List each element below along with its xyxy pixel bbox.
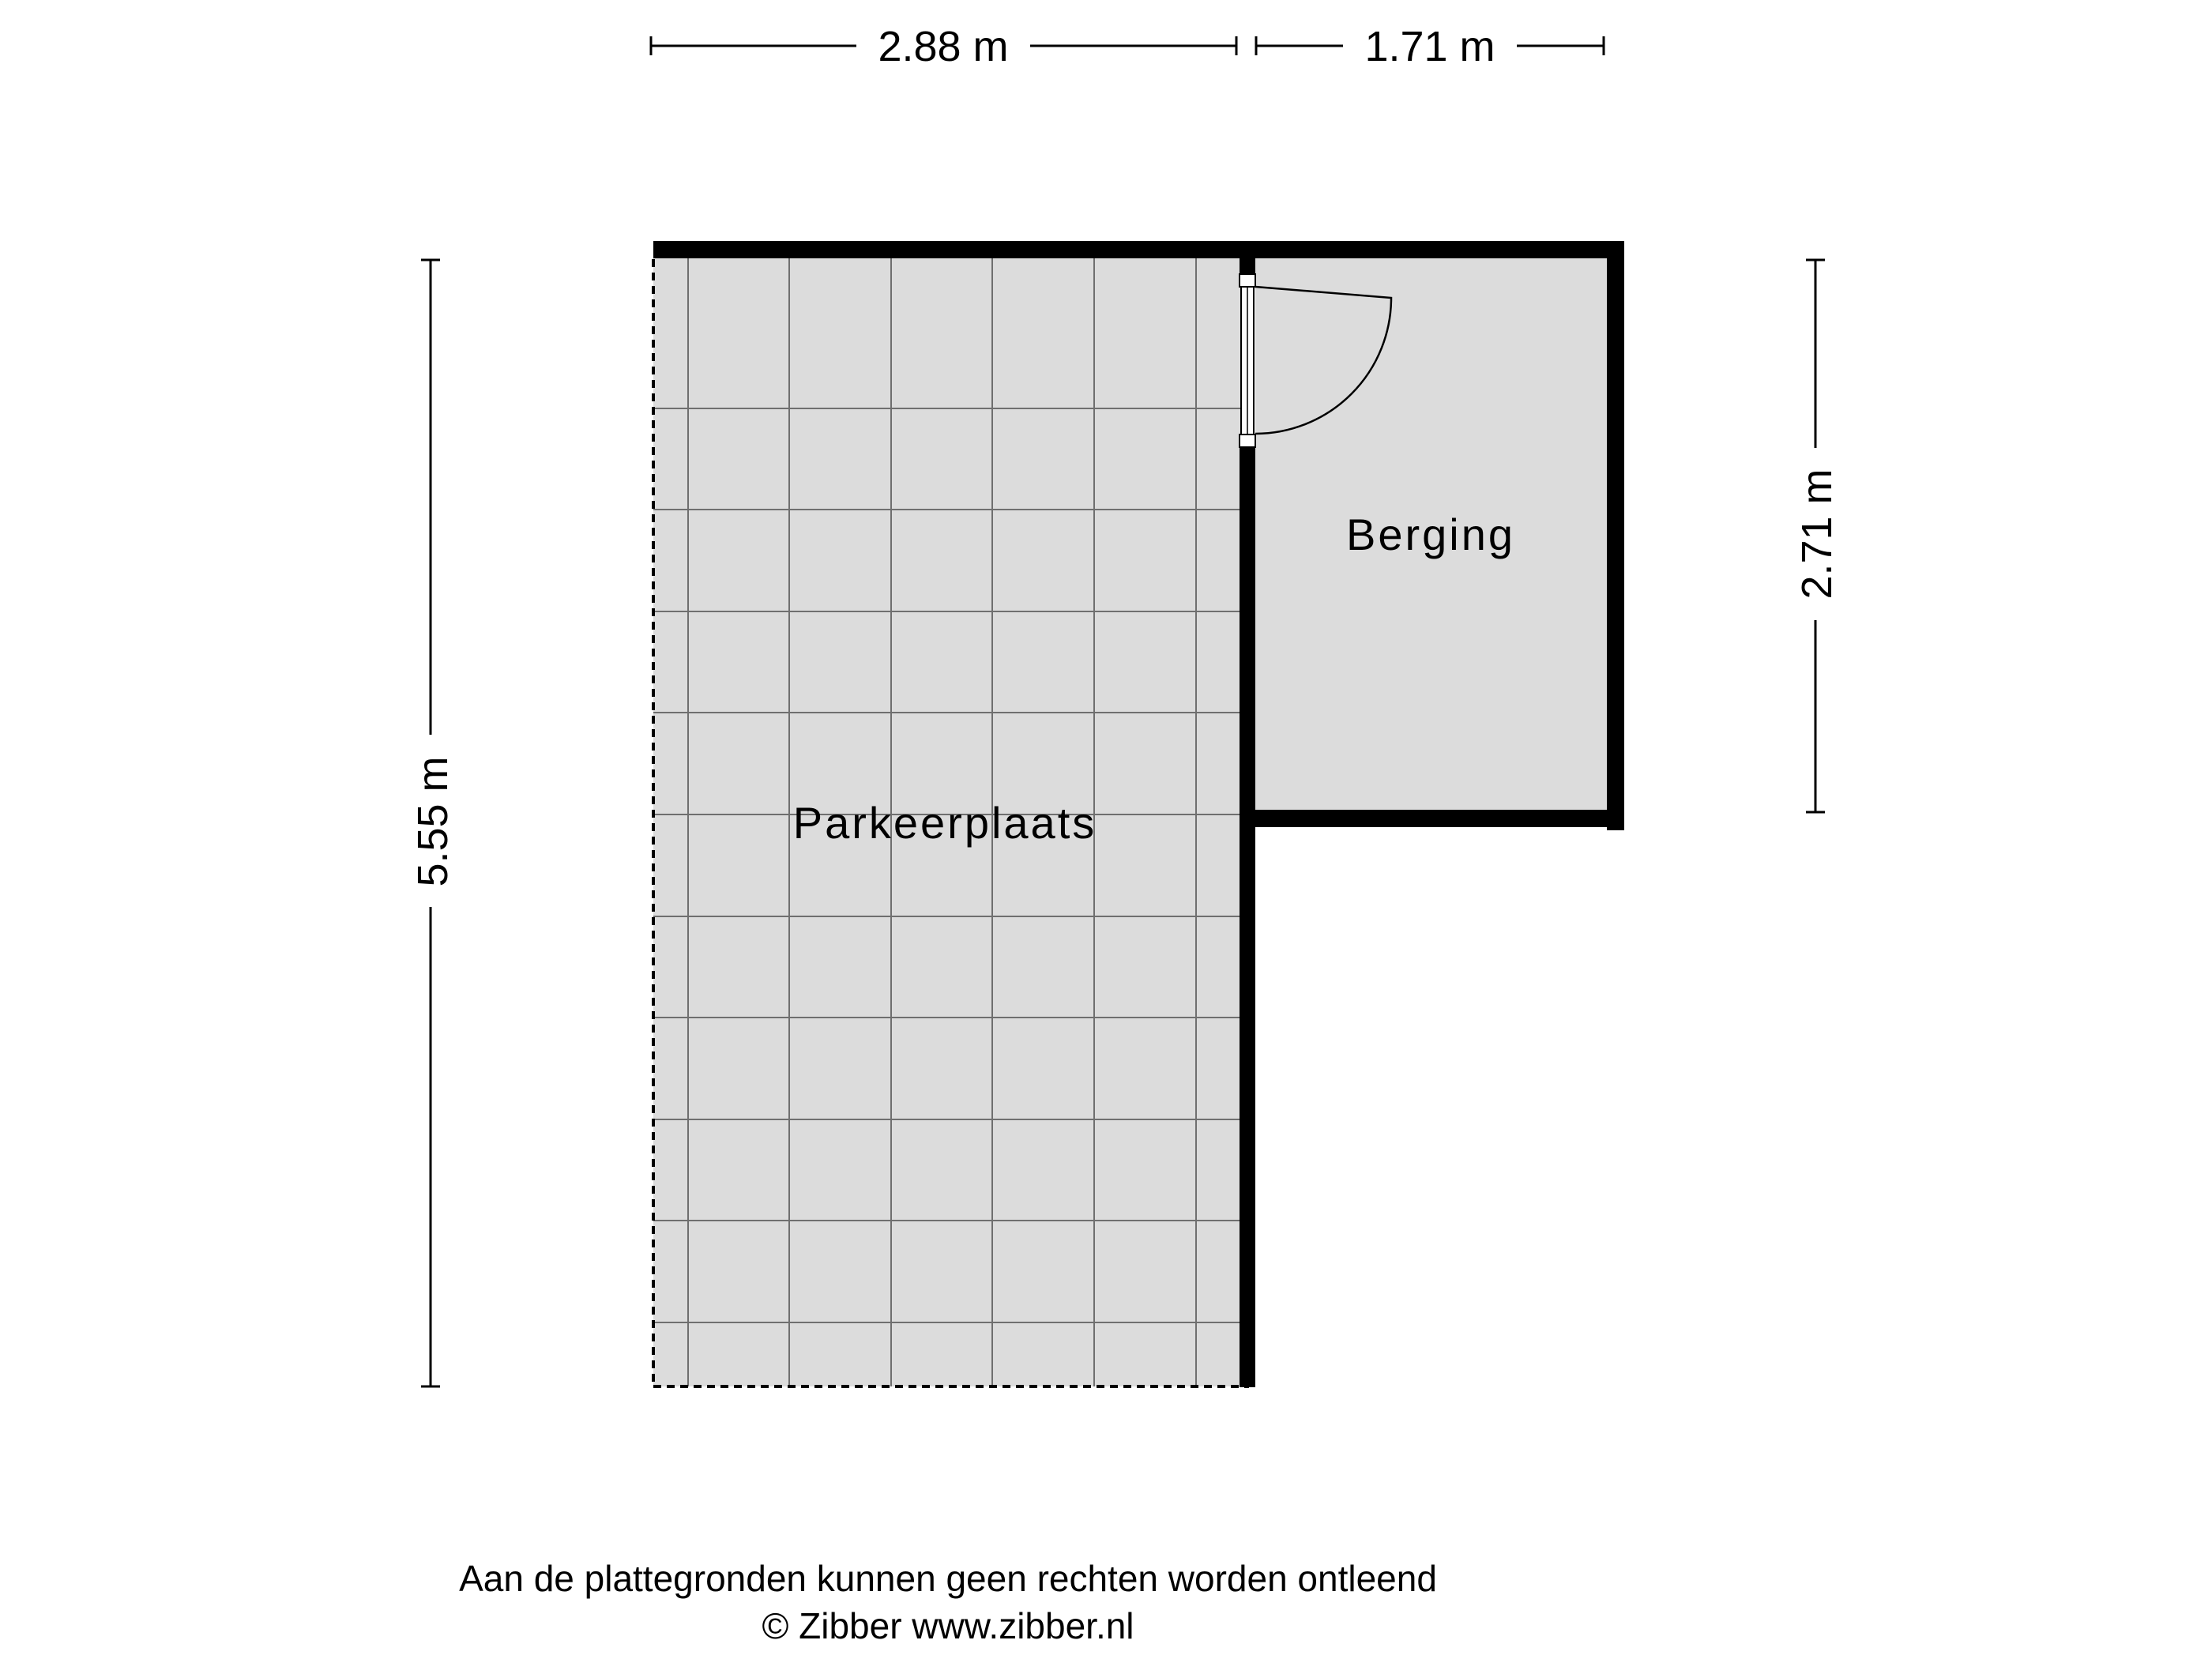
dimension-label-top-left: 2.88 m xyxy=(878,23,1009,70)
door-frame-bottom xyxy=(1240,434,1255,447)
door-frame-top xyxy=(1240,274,1255,287)
wall-top xyxy=(653,241,1624,258)
footer-copyright: © Zibber www.zibber.nl xyxy=(762,1605,1134,1646)
wall-divider-lower xyxy=(1240,447,1255,1387)
dimension-label-top-right: 1.71 m xyxy=(1364,23,1495,70)
dimension-label-right: 2.71 m xyxy=(1793,468,1841,600)
room-label-storage: Berging xyxy=(1345,510,1516,559)
wall-divider-upper xyxy=(1240,258,1255,274)
wall-storage-bottom xyxy=(1246,810,1624,827)
room-label-parking: Parkeerplaats xyxy=(792,798,1097,848)
footer-disclaimer: Aan de plattegronden kunnen geen rechten worden ontleend xyxy=(459,1558,1437,1599)
wall-storage-right xyxy=(1607,241,1624,830)
dimension-label-left: 5.55 m xyxy=(409,756,457,887)
